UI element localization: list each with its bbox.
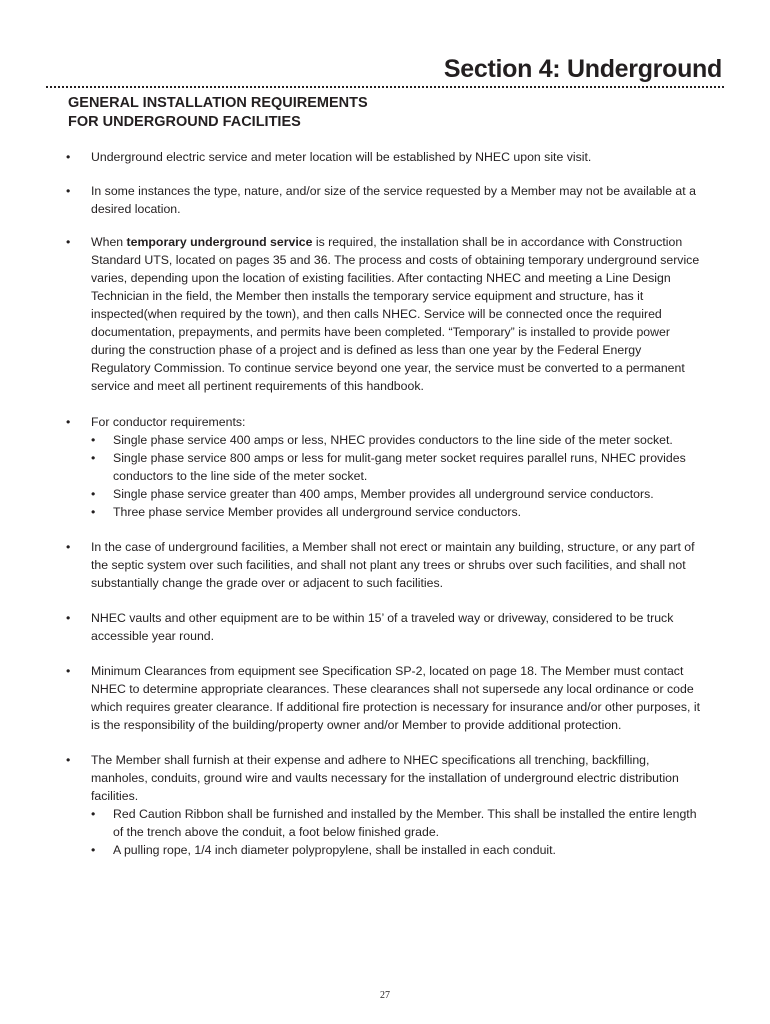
list-item-text: Underground electric service and meter location will be established by NHEC upon site visit. [91, 150, 592, 164]
list-item [66, 538, 702, 592]
page-heading-line-1: GENERAL INSTALLATION REQUIREMENTS [68, 95, 368, 111]
list-item-text: In some instances the type, nature, and/or size of the service requested by a Member may not be available at a desired location. [91, 184, 696, 216]
sub-list-item-text: Three phase service Member provides all underground service conductors. [113, 505, 522, 519]
bullet-icon: • [91, 843, 96, 857]
list-item [66, 751, 702, 859]
list-item [66, 609, 702, 645]
list-item-text: NHEC vaults and other equipment are to be within 15’ of a traveled way or driveway, considered to be truck accessible year round. [91, 611, 674, 643]
page-heading-line-2: FOR UNDERGROUND FACILITIES [68, 114, 301, 130]
requirements-list [66, 148, 702, 859]
bullet-icon: • [66, 184, 71, 198]
bullet-icon: • [91, 487, 96, 501]
section-header [46, 52, 724, 88]
bullet-icon: • [91, 505, 96, 519]
sub-list [91, 431, 702, 521]
sub-list-item-text: A pulling rope, 1/4 inch diameter polypropylene, shall be installed in each conduit. [113, 843, 556, 857]
page-number: 27 [380, 990, 390, 1001]
bullet-icon: • [91, 807, 96, 821]
list-item [66, 662, 702, 734]
bullet-icon: • [66, 235, 71, 249]
list-item-text-post: is required, the installation shall be in accordance with Construction Standard UTS, located on pages 35 and 36. The process and costs of obtaining temporary underground service varies, depending upon the location of existing facilities. After contacting NHEC and meeting a Line Design Technician in the field, the Member then installs the temporary service equipment and structure, has it inspected(when required by the town), and then calls NHEC. Service will be connected once the required documentation, prepayments, and permits have been completed. “Temporary” is installed to provide power during the construction phase of a project and is defined as less than one year by the Federal Energy Regulatory Commission. To continue service beyond one year, the service must be converted to a permanent service and meet all pertinent requirements of this handbook. [91, 235, 700, 393]
bullet-icon: • [91, 451, 96, 465]
list-item-text: The Member shall furnish at their expense and adhere to NHEC specifications all trenching, backfilling, manholes, conduits, ground wire and vaults necessary for the installation of underground electric distribution facilities. [91, 753, 679, 803]
list-item [66, 413, 702, 521]
bullet-icon: • [66, 611, 71, 625]
bullet-icon: • [66, 415, 71, 429]
sub-list-item-text: Red Caution Ribbon shall be furnished and installed by the Member. This shall be installed the entire length of the trench above the conduit, a foot below finished grade. [113, 807, 697, 839]
sub-list-item [91, 841, 702, 859]
sub-list-item [91, 449, 702, 485]
sub-list-item [91, 431, 702, 449]
sub-list-item-text: Single phase service 400 amps or less, NHEC provides conductors to the line side of the meter socket. [113, 433, 673, 447]
section-title: Section 4: Underground [443, 55, 722, 83]
list-item-text-pre: When [91, 235, 127, 249]
list-item-text: Minimum Clearances from equipment see Specification SP-2, located on page 18. The Member must contact NHEC to determine appropriate clearances. These clearances shall not supersede any local ordinance or code which requires greater clearance. If additional fire protection is necessary for insurance and/or other purposes, it is the responsibility of the building/property owner and/or Member to provide additional protection. [91, 664, 701, 732]
list-item-text-emphasis: temporary underground service [126, 235, 313, 249]
list-item [66, 182, 702, 218]
sub-list-item [91, 805, 702, 841]
bullet-icon: • [66, 150, 71, 164]
sub-list-item-text: Single phase service 800 amps or less for mulit-gang meter socket requires parallel runs, NHEC provides conductors to the line side of the meter socket. [113, 451, 686, 483]
list-item-text: In the case of underground facilities, a Member shall not erect or maintain any building, structure, or any part of the septic system over such facilities, and shall not plant any trees or shrubs over such facilities, and shall not substantially change the grade over or adjacent to such facilities. [91, 540, 695, 590]
bullet-icon: • [91, 433, 96, 447]
bullet-icon: • [66, 540, 71, 554]
sub-list-item [91, 503, 702, 521]
bullet-icon: • [66, 753, 71, 767]
list-item [66, 233, 702, 395]
page-heading [68, 94, 668, 132]
sub-list-item-text: Single phase service greater than 400 amps, Member provides all underground service conductors. [113, 487, 654, 501]
sub-list-item [91, 485, 702, 503]
bullet-icon: • [66, 664, 71, 678]
list-item [66, 148, 702, 166]
sub-list [91, 805, 702, 859]
list-item-text: For conductor requirements: [91, 415, 246, 429]
